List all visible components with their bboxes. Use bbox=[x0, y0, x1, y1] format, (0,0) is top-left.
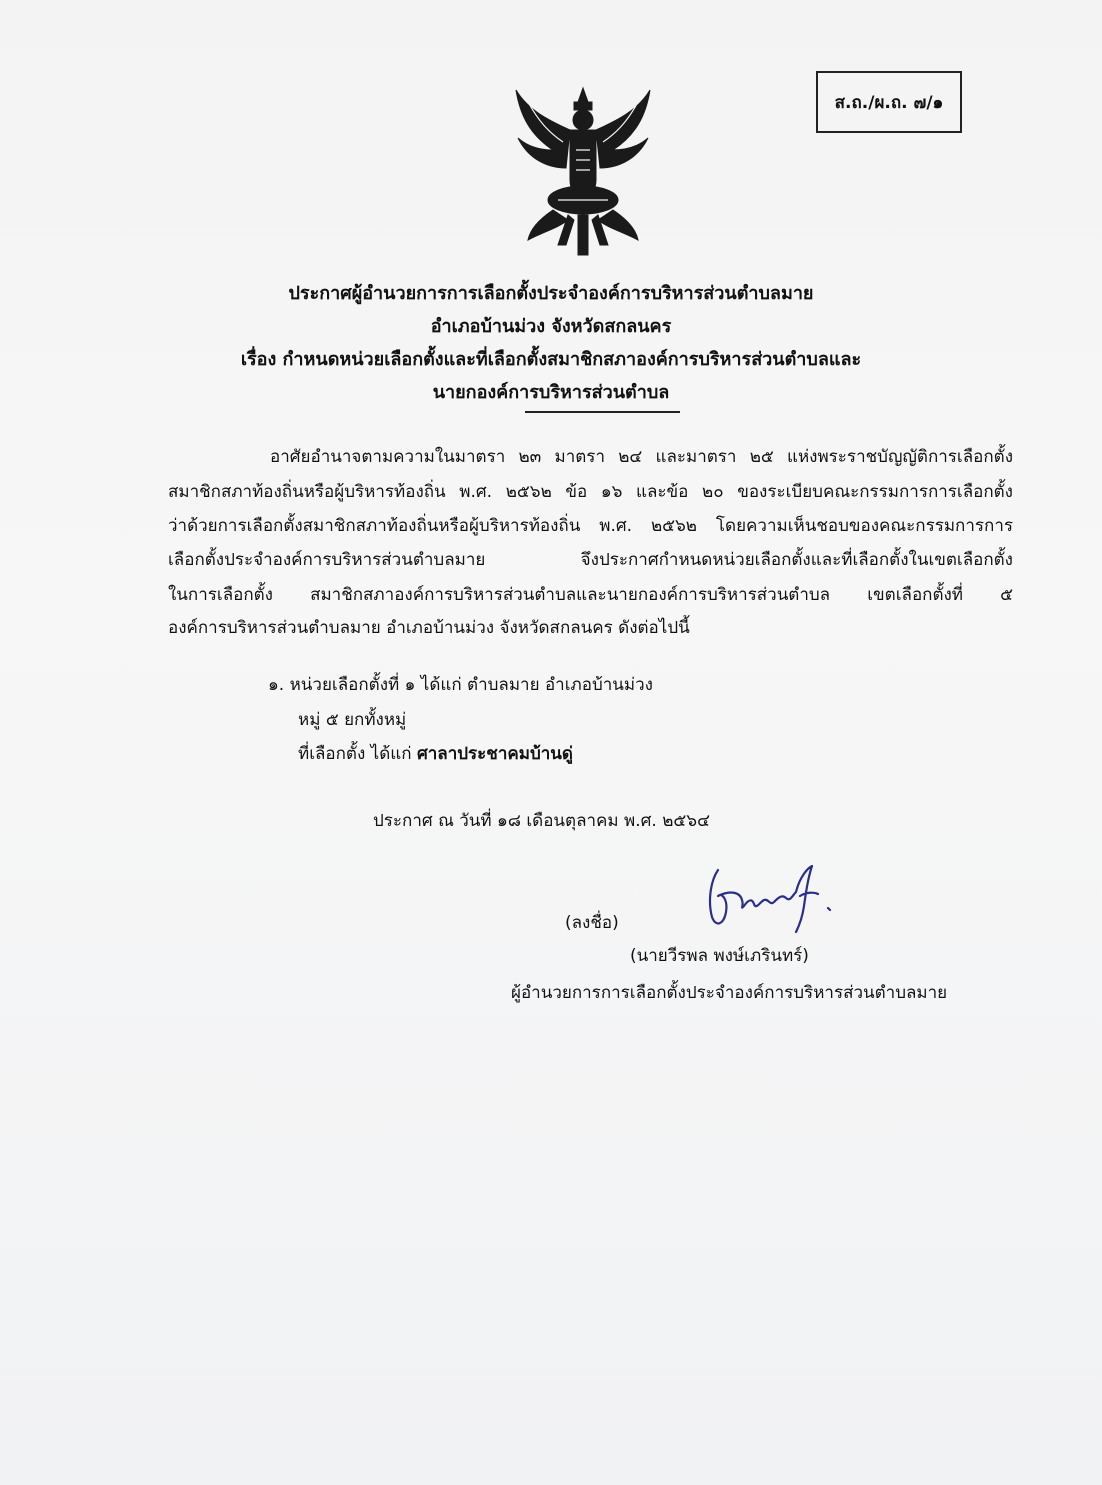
unit-line-1: ๑. หน่วยเลือกตั้งที่ ๑ ได้แก่ ตำบลมาย อำเภอบ้านม่วง bbox=[268, 675, 653, 695]
signer-name: (นายวีรพล พงษ์เภรินทร์) bbox=[630, 946, 809, 966]
garuda-emblem-icon bbox=[508, 80, 658, 260]
body-line-5: ในการเลือกตั้ง สมาชิกสภาองค์การบริหารส่วนตำบลและนายกองค์การบริหารส่วนตำบล เขตเลือกตั้งที่ ๕ bbox=[168, 585, 1013, 605]
signer-position: ผู้อำนวยการการเลือกตั้งประจำองค์การบริหารส่วนตำบลมาย bbox=[511, 983, 948, 1003]
announce-date: ประกาศ ณ วันที่ ๑๘ เดือนตุลาคม พ.ศ. ๒๕๖๔ bbox=[373, 811, 710, 831]
body-line-3: ว่าด้วยการเลือกตั้งสมาชิกสภาท้องถิ่นหรือผู้บริหารท้องถิ่น พ.ศ. ๒๕๖๒ โดยความเห็นชอบของคณะกรรมการการ bbox=[168, 516, 1013, 536]
handwritten-signature bbox=[700, 862, 850, 934]
unit-place-name: ศาลาประชาคมบ้านดู่ bbox=[416, 744, 573, 764]
title-line-3: เรื่อง กำหนดหน่วยเลือกตั้งและที่เลือกตั้งสมาชิกสภาองค์การบริหารส่วนตำบลและ bbox=[240, 349, 862, 370]
unit-place-line bbox=[298, 740, 573, 767]
unit-place-prefix: ที่เลือกตั้ง ได้แก่ bbox=[298, 744, 417, 764]
title-line-1: ประกาศผู้อำนวยการการเลือกตั้งประจำองค์การบริหารส่วนตำบลมาย bbox=[288, 283, 814, 304]
body-line-6: องค์การบริหารส่วนตำบลมาย อำเภอบ้านม่วง จังหวัดสกลนคร ดังต่อไปนี้ bbox=[168, 618, 690, 638]
title-line-4: นายกองค์การบริหารส่วนตำบล bbox=[432, 382, 670, 403]
body-line-4: เลือกตั้งประจำองค์การบริหารส่วนตำบลมาย จึงประกาศกำหนดหน่วยเลือกตั้งและที่เลือกตั้งในเขตเลือกตั้ง bbox=[168, 550, 1013, 570]
unit-line-2: หมู่ ๕ ยกทั้งหมู่ bbox=[298, 710, 407, 730]
title-line-2: อำเภอบ้านม่วง จังหวัดสกลนคร bbox=[430, 316, 672, 337]
title-divider bbox=[525, 411, 680, 413]
body-line-2: สมาชิกสภาท้องถิ่นหรือผู้บริหารท้องถิ่น พ.ศ. ๒๕๖๒ ข้อ ๑๖ และข้อ ๒๐ ของระเบียบคณะกรรมการการเลือกตั้ง bbox=[168, 482, 1013, 502]
body-line-1: อาศัยอำนาจตามความในมาตรา ๒๓ มาตรา ๒๔ และมาตรา ๒๕ แห่งพระราชบัญญัติการเลือกตั้ง bbox=[270, 447, 1013, 467]
form-code-box: ส.ถ./ผ.ถ. ๗/๑ bbox=[816, 71, 962, 133]
sign-label: (ลงชื่อ) bbox=[565, 913, 619, 933]
